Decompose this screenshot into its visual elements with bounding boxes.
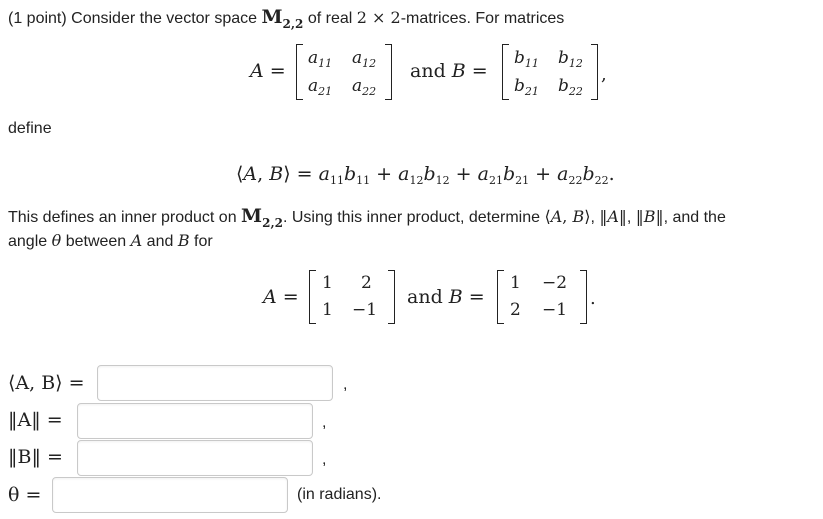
given-A-label: A = (263, 286, 299, 308)
answer-label-norm-A: ‖A‖ = (8, 409, 63, 431)
matrix-A-entries-text (0, 0, 1, 1)
answer-label-norm-B: ‖B‖ = (8, 446, 63, 468)
answer-label-theta: θ = (8, 484, 42, 506)
given-matrix-B: 1 −2 2 −1 (497, 270, 587, 324)
define-word: define (8, 120, 52, 137)
answer-suffix-norm-B: , (322, 451, 327, 468)
intro-line (8, 6, 565, 31)
inner-product-definition: ⟨A, B⟩ = $a_{11}b_{11} + a_{12}b_{12} + a_{21}b_{21} + a_{22}b_{22}$. (236, 163, 615, 187)
paragraph-line-1: This defines an inner product on $M_{2,2}$. Using this inner product, determine ⟨A, B⟩, ‖A‖, ‖B‖, and the (8, 205, 726, 230)
generic-matrix-B: $b_{11}$ $b_{12}$ $b_{21}$ $b_{22}$ (502, 44, 598, 100)
answer-suffix-inner-product: , (343, 376, 348, 393)
generic-matrix-A: $a_{11}$ $a_{12}$ $a_{21}$ $a_{22}$ (296, 44, 392, 100)
norm-A-input[interactable] (77, 403, 313, 439)
theta-input[interactable] (52, 477, 288, 513)
answer-label-inner-product: ⟨A, B⟩ = (8, 372, 85, 394)
generic-comma: , (601, 64, 607, 85)
given-matrix-A: 1 2 1 −1 (309, 270, 395, 324)
answer-suffix-theta: (in radians). (297, 486, 382, 503)
answer-suffix-norm-A: , (322, 414, 327, 431)
generic-and: and B = (410, 60, 488, 82)
given-period: . (590, 288, 596, 309)
intro-prefix: (1 point) Consider the vector space (8, 10, 258, 27)
intro-middle: of real (307, 10, 353, 27)
space-symbol: $M_{2,2}$ (261, 6, 304, 31)
norm-B-input[interactable] (77, 440, 313, 476)
paragraph-line-2: angle θ between A and B for (8, 231, 213, 250)
inner-product-input[interactable] (97, 365, 333, 401)
dim-expr: 2 × 2 (356, 8, 401, 27)
given-and: and B = (407, 286, 485, 308)
generic-matrix-A-label: A = (250, 60, 286, 82)
intro-suffix: -matrices. For matrices (400, 10, 565, 27)
